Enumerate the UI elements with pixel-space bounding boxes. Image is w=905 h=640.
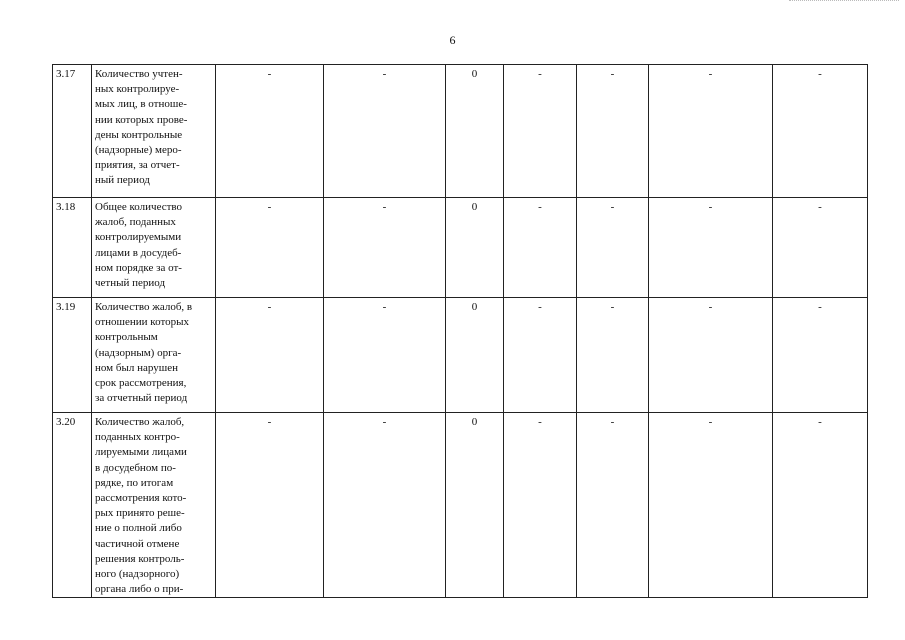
value-cell: - xyxy=(773,65,868,198)
value-cell: - xyxy=(577,198,649,298)
table-row xyxy=(53,298,868,413)
scan-artifact xyxy=(789,0,899,4)
value-cell: - xyxy=(649,65,773,198)
row-number: 3.19 xyxy=(53,298,92,413)
value-cell: 0 xyxy=(446,413,504,598)
value-cell: 0 xyxy=(446,298,504,413)
row-description: Количество жалоб, поданных контро- лируемыми лицами в досудебном по- рядке, по итогам рассмотрения кото- рых принято реше- ние о полной либо частичной отмене решения контроль- ного (надзорного) органа либо о при- xyxy=(92,413,216,598)
page-number: 6 xyxy=(449,33,456,47)
value-cell: - xyxy=(649,298,773,413)
value-cell: - xyxy=(324,413,446,598)
value-cell: 0 xyxy=(446,65,504,198)
value-cell: - xyxy=(773,198,868,298)
value-cell: - xyxy=(324,198,446,298)
value-cell: - xyxy=(504,65,577,198)
report-table xyxy=(52,64,868,598)
value-cell: - xyxy=(324,65,446,198)
value-cell: - xyxy=(649,198,773,298)
value-cell: - xyxy=(216,65,324,198)
row-description: Количество учтен- ных контролируе- мых лиц, в отноше- нии которых прове- дены контрольные (надзорные) меро- приятия, за отчет- ный период xyxy=(92,65,216,198)
table-row xyxy=(53,198,868,298)
value-cell: - xyxy=(773,298,868,413)
value-cell: - xyxy=(773,413,868,598)
value-cell: - xyxy=(324,298,446,413)
table-row xyxy=(53,413,868,598)
row-number: 3.17 xyxy=(53,65,92,198)
value-cell: - xyxy=(504,198,577,298)
value-cell: - xyxy=(577,298,649,413)
value-cell: - xyxy=(216,198,324,298)
value-cell: - xyxy=(216,298,324,413)
value-cell: - xyxy=(504,298,577,413)
value-cell: 0 xyxy=(446,198,504,298)
row-number: 3.18 xyxy=(53,198,92,298)
row-description: Количество жалоб, в отношении которых контрольным (надзорным) орга- ном был нарушен срок рассмотрения, за отчетный период xyxy=(92,298,216,413)
value-cell: - xyxy=(216,413,324,598)
table-row xyxy=(53,65,868,198)
value-cell: - xyxy=(577,65,649,198)
row-description: Общее количество жалоб, поданных контролируемыми лицами в досудеб- ном порядке за от- четный период xyxy=(92,198,216,298)
value-cell: - xyxy=(504,413,577,598)
value-cell: - xyxy=(577,413,649,598)
value-cell: - xyxy=(649,413,773,598)
row-number: 3.20 xyxy=(53,413,92,598)
